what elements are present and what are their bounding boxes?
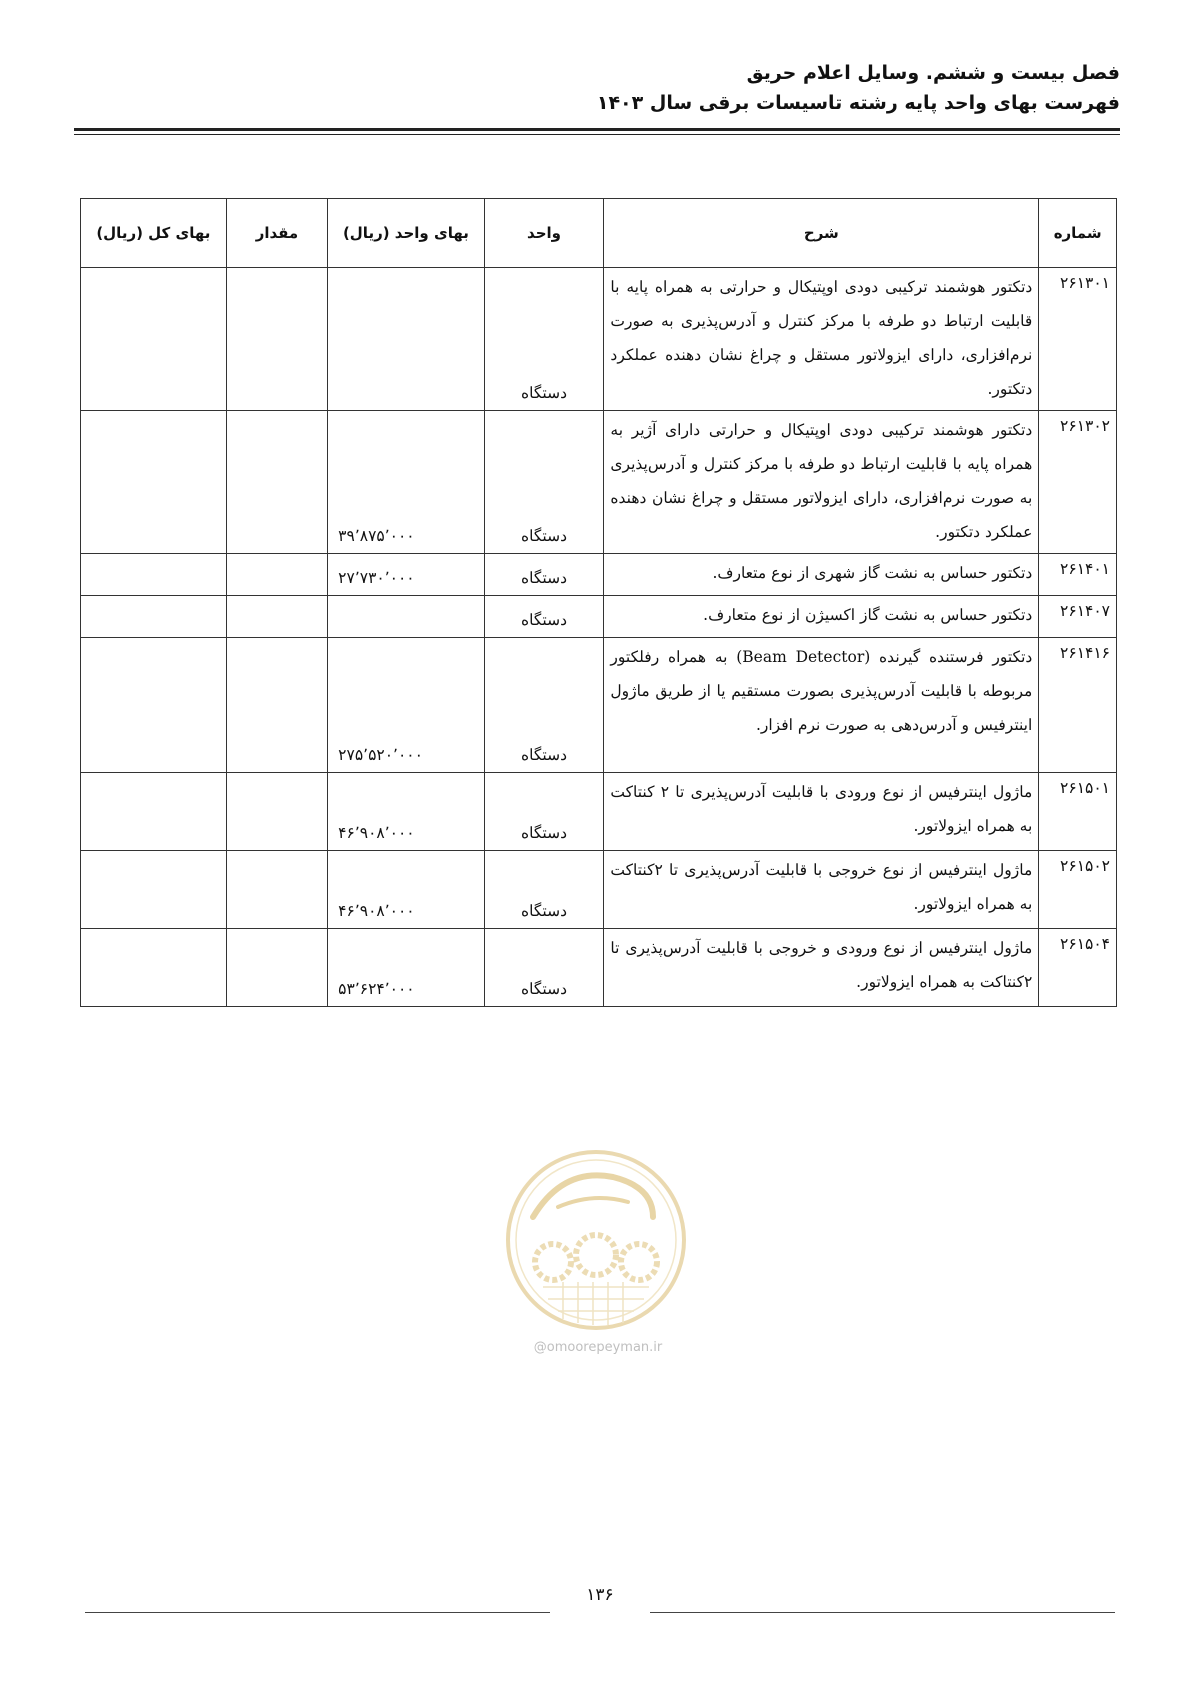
table-header-row xyxy=(81,199,1117,268)
item-unit-price: ۲۷۵٬۵۲۰٬۰۰۰ xyxy=(328,638,484,773)
header-rule-thick xyxy=(74,128,1120,131)
item-unit-price xyxy=(328,596,484,638)
watermark-logo-icon xyxy=(503,1147,689,1337)
item-quantity xyxy=(226,929,327,1007)
item-description: ماژول اینترفیس از نوع خروجی با قابلیت آدرس‌پذیری تا ۲کنتاکت به همراه ایزولاتور. xyxy=(604,851,1039,929)
table-row xyxy=(81,411,1117,554)
col-header-unit-price: بهای واحد (ریال) xyxy=(328,199,484,268)
item-code: ۲۶۱۴۰۷ xyxy=(1039,596,1117,638)
table-row xyxy=(81,638,1117,773)
item-unit: دستگاه xyxy=(484,851,604,929)
book-title: فهرست بهای واحد پایه رشته تاسیسات برقی سال ۱۴۰۳ xyxy=(596,92,1120,114)
col-header-unit: واحد xyxy=(484,199,604,268)
col-header-code: شماره xyxy=(1039,199,1117,268)
table-row xyxy=(81,268,1117,411)
item-description: دتکتور هوشمند ترکیبی دودی اوپتیکال و حرارتی به همراه پایه با قابلیت ارتباط دو طرفه با مرکز کنترل و آدرس‌پذیری به صورت نرم‌افزاری، دارای ایزولاتور مستقل و چراغ نشان دهنده عملکرد دتکتور. xyxy=(604,268,1039,411)
item-quantity xyxy=(226,773,327,851)
header-rule-thin xyxy=(74,134,1120,135)
item-unit-price: ۵۳٬۶۲۴٬۰۰۰ xyxy=(328,929,484,1007)
item-quantity xyxy=(226,554,327,596)
item-quantity xyxy=(226,411,327,554)
item-description: ماژول اینترفیس از نوع ورودی و خروجی با قابلیت آدرس‌پذیری تا ۲کنتاکت به همراه ایزولاتور. xyxy=(604,929,1039,1007)
item-code: ۲۶۱۳۰۲ xyxy=(1039,411,1117,554)
table-row xyxy=(81,773,1117,851)
item-total xyxy=(81,554,227,596)
item-unit: دستگاه xyxy=(484,929,604,1007)
col-header-total: بهای کل (ریال) xyxy=(81,199,227,268)
table-row xyxy=(81,929,1117,1007)
footer-rule-right xyxy=(650,1612,1115,1613)
item-unit: دستگاه xyxy=(484,773,604,851)
item-quantity xyxy=(226,596,327,638)
item-code: ۲۶۱۳۰۱ xyxy=(1039,268,1117,411)
item-unit: دستگاه xyxy=(484,554,604,596)
price-table xyxy=(80,198,1117,1007)
item-code: ۲۶۱۵۰۴ xyxy=(1039,929,1117,1007)
item-quantity xyxy=(226,638,327,773)
item-total xyxy=(81,268,227,411)
item-description: دتکتور فرستنده گیرنده (Beam Detector) به همراه رفلکتور مربوطه با قابلیت آدرس‌پذیری بصورت مستقیم یا از طریق ماژول اینترفیس و آدرس‌دهی به صورت نرم افزار. xyxy=(604,638,1039,773)
table-row xyxy=(81,554,1117,596)
chapter-title: فصل بیست و ششم. وسایل اعلام حریق xyxy=(746,62,1120,84)
col-header-desc: شرح xyxy=(604,199,1039,268)
col-header-quantity: مقدار xyxy=(226,199,327,268)
item-unit: دستگاه xyxy=(484,596,604,638)
item-total xyxy=(81,851,227,929)
item-code: ۲۶۱۴۱۶ xyxy=(1039,638,1117,773)
item-total xyxy=(81,596,227,638)
item-unit-price xyxy=(328,268,484,411)
page-header xyxy=(74,58,1120,118)
item-description: دتکتور هوشمند ترکیبی دودی اوپتیکال و حرارتی دارای آژیر به همراه پایه با قابلیت ارتباط دو طرفه با مرکز کنترل و آدرس‌پذیری به صورت نرم‌افزاری، دارای ایزولاتور مستقل و چراغ نشان دهنده عملکرد دتکتور. xyxy=(604,411,1039,554)
item-total xyxy=(81,773,227,851)
item-unit: دستگاه xyxy=(484,638,604,773)
item-unit-price: ۳۹٬۸۷۵٬۰۰۰ xyxy=(328,411,484,554)
item-quantity xyxy=(226,268,327,411)
item-description: ماژول اینترفیس از نوع ورودی با قابلیت آدرس‌پذیری تا ۲ کنتاکت به همراه ایزولاتور. xyxy=(604,773,1039,851)
item-code: ۲۶۱۵۰۲ xyxy=(1039,851,1117,929)
item-total xyxy=(81,411,227,554)
watermark-site: @omoorepeyman.ir xyxy=(533,1340,663,1355)
table-row xyxy=(81,596,1117,638)
item-unit-price: ۴۶٬۹۰۸٬۰۰۰ xyxy=(328,851,484,929)
item-unit: دستگاه xyxy=(484,268,604,411)
page-number: ۱۳۶ xyxy=(586,1585,614,1605)
item-unit-price: ۴۶٬۹۰۸٬۰۰۰ xyxy=(328,773,484,851)
item-quantity xyxy=(226,851,327,929)
item-code: ۲۶۱۴۰۱ xyxy=(1039,554,1117,596)
table-row xyxy=(81,851,1117,929)
item-unit-price: ۲۷٬۷۳۰٬۰۰۰ xyxy=(328,554,484,596)
item-description: دتکتور حساس به نشت گاز اکسیژن از نوع متعارف. xyxy=(604,596,1039,638)
item-unit: دستگاه xyxy=(484,411,604,554)
item-total xyxy=(81,929,227,1007)
item-description: دتکتور حساس به نشت گاز شهری از نوع متعارف. xyxy=(604,554,1039,596)
item-code: ۲۶۱۵۰۱ xyxy=(1039,773,1117,851)
item-total xyxy=(81,638,227,773)
footer-rule-left xyxy=(85,1612,550,1613)
